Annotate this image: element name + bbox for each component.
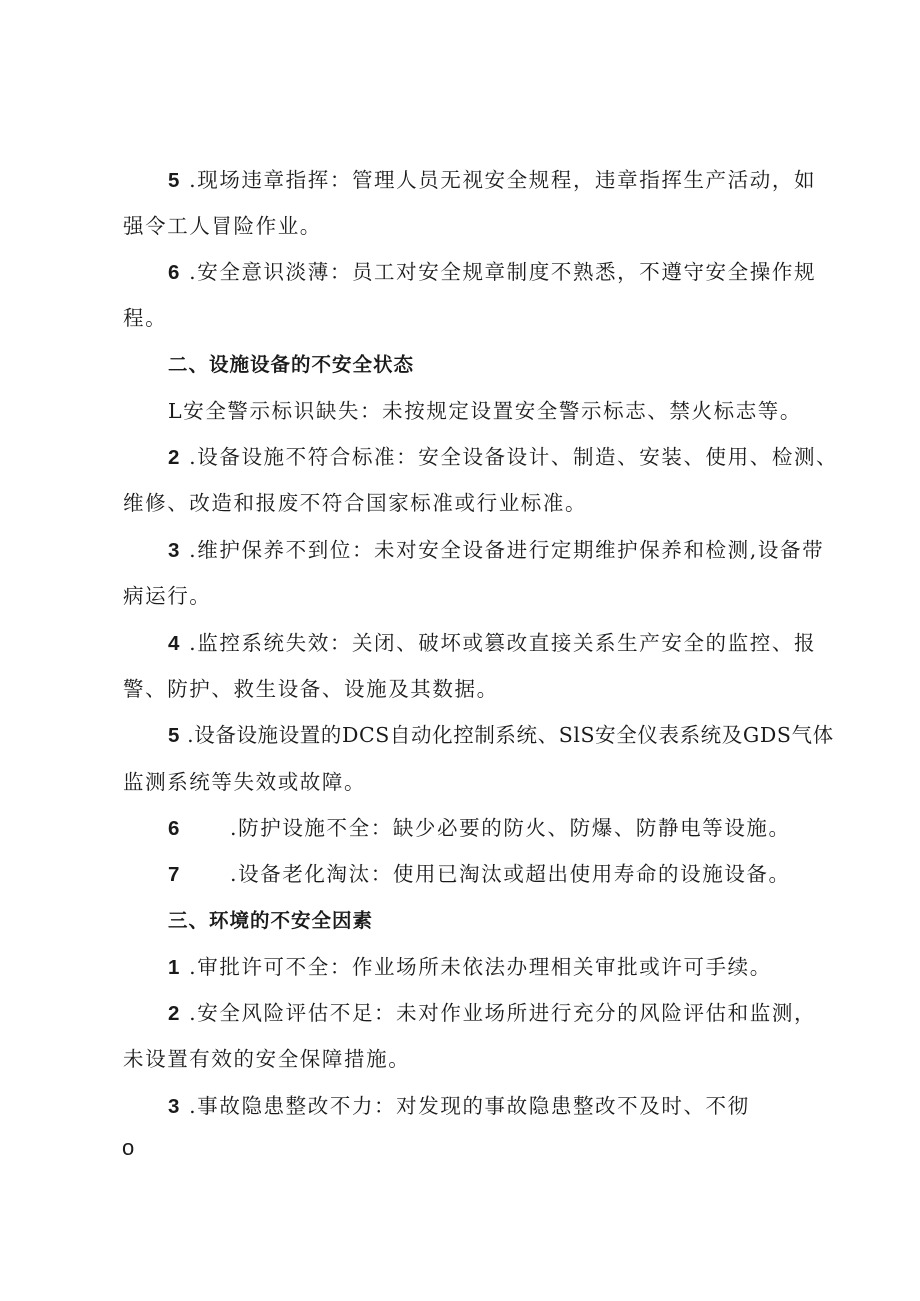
item-text: .设备设施不符合标准：安全设备设计、制造、安装、使用、检测、	[189, 445, 839, 469]
item-text: .安全风险评估不足：未对作业场所进行充分的风险评估和监测，	[189, 1001, 817, 1025]
section-3-heading: 三、环境的不安全因素	[168, 909, 374, 932]
section-2-item-7	[168, 861, 791, 888]
item-number: 5	[168, 169, 182, 192]
item-number: 1	[168, 956, 182, 979]
section-2-item-4-line-2: 警、防护、救生设备、设施及其数据。	[123, 677, 499, 701]
item-number: 7	[168, 863, 182, 886]
section-3-item-2-line-1	[168, 1000, 816, 1027]
item-text: .安全意识淡薄：员工对安全规章制度不熟悉，不遵守安全操作规	[189, 260, 817, 284]
section-2-item-3-line-2: 病运行。	[123, 584, 212, 608]
item-text: .设备老化淘汰：使用已淘汰或超出使用寿命的设施设备。	[230, 862, 791, 886]
item-text: .维护保养不到位：未对安全设备进行定期维护保养和检测,设备带	[189, 538, 825, 562]
section-3-item-1	[168, 954, 772, 981]
item-number: 6	[168, 817, 182, 840]
section-2-item-5-line-1	[168, 722, 834, 749]
item-text: .审批许可不全：作业场所未依法办理相关审批或许可手续。	[189, 955, 772, 979]
section-2-item-3-line-1	[168, 537, 824, 564]
section-2-item-4-line-1	[168, 630, 816, 657]
section-2-heading: 二、设施设备的不安全状态	[168, 353, 415, 376]
item-text: .监控系统失效：关闭、破坏或篡改直接关系生产安全的监控、报	[189, 631, 817, 655]
item-number: 6	[168, 261, 182, 284]
section-2-item-5-line-2: 监测系统等失效或故障。	[123, 770, 367, 794]
trailing-character: o	[122, 1135, 136, 1160]
item-5-line-1	[168, 167, 816, 194]
section-3-item-2-line-2: 未设置有效的安全保障措施。	[123, 1047, 411, 1071]
item-6-line-2: 程。	[123, 306, 168, 330]
item-text: .设备设施设置的DCS自动化控制系统、SlS安全仪表系统及GDS气体	[187, 723, 834, 747]
item-text: .防护设施不全：缺少必要的防火、防爆、防静电等设施。	[230, 816, 791, 840]
section-2-item-2-line-2: 维修、改造和报废不符合国家标准或行业标准。	[123, 491, 588, 515]
item-6-line-1	[168, 259, 816, 286]
section-2-item-6	[168, 815, 791, 842]
item-5-line-2: 强令工人冒险作业。	[123, 214, 322, 238]
item-number: 2	[168, 446, 182, 469]
section-3-item-3-line-1	[168, 1093, 750, 1120]
item-number: 3	[168, 539, 182, 562]
section-2-item-2-line-1	[168, 444, 838, 471]
item-text: .现场违章指挥：管理人员无视安全规程，违章指挥生产活动，如	[189, 168, 817, 192]
item-number: 4	[168, 632, 182, 655]
section-2-item-1: L安全警示标识缺失：未按规定设置安全警示标志、禁火标志等。	[168, 399, 803, 423]
item-text: .事故隐患整改不力：对发现的事故隐患整改不及时、不彻	[189, 1094, 750, 1118]
item-number: 2	[168, 1002, 182, 1025]
item-number: 5	[168, 724, 181, 747]
item-number: 3	[168, 1095, 182, 1118]
